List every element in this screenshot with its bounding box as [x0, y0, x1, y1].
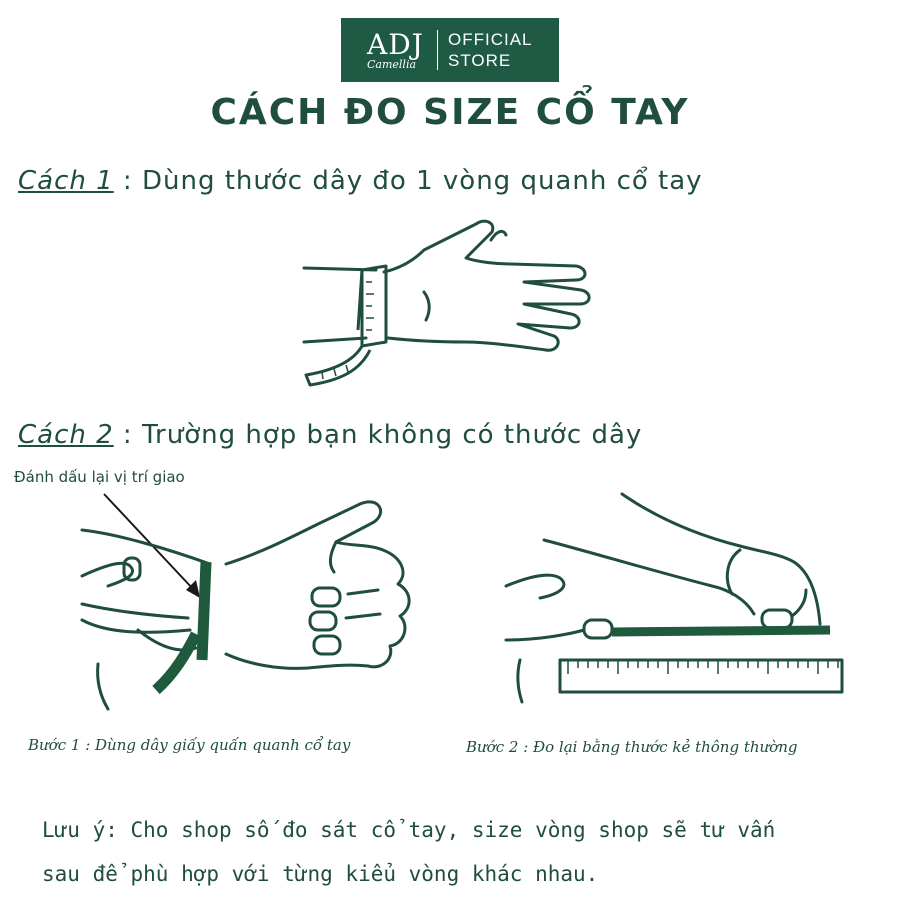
- method-2-label: Cách 2: [18, 420, 114, 450]
- method-2-separator: :: [113, 420, 142, 450]
- logo-official-line2: STORE: [448, 51, 512, 70]
- brand-logo: [341, 18, 559, 82]
- wrist-with-paper-strip-illustration: [78, 494, 418, 714]
- logo-divider: [437, 30, 438, 70]
- logo-official-store: [448, 29, 533, 71]
- logo-script-text: Camellia: [367, 58, 417, 71]
- step-1-caption: Bước 1 : Dùng dây giấy quấn quanh cổ tay: [28, 736, 351, 754]
- note-line-1: Lưu ý: Cho shop số đo sát cổ tay, size vòng shop sẽ tư vấn: [42, 818, 776, 842]
- method-1-label: Cách 1: [18, 166, 114, 196]
- page-title: CÁCH ĐO SIZE CỔ TAY: [210, 92, 690, 133]
- method-1-separator: :: [113, 166, 142, 196]
- hand-with-tape-measure-illustration: [296, 210, 606, 385]
- method-1-heading: [18, 166, 703, 196]
- mark-position-label: Đánh dấu lại vị trí giao: [14, 468, 185, 486]
- step-2-caption: Bước 2 : Đo lại bằng thước kẻ thông thường: [466, 738, 798, 756]
- logo-mark: [341, 18, 437, 82]
- note-line-2: sau để phù hợp với từng kiểu vòng khác nhau.: [42, 862, 599, 886]
- method-2-heading: [18, 420, 642, 450]
- method-1-text: Dùng thước dây đo 1 vòng quanh cổ tay: [141, 166, 703, 196]
- method-2-text: Trường hợp bạn không có thước dây: [141, 420, 643, 450]
- logo-official-line1: OFFICIAL: [448, 30, 533, 49]
- logo-brand-text: ADJ: [367, 28, 424, 61]
- hand-holding-strip-on-ruler-illustration: [500, 490, 850, 715]
